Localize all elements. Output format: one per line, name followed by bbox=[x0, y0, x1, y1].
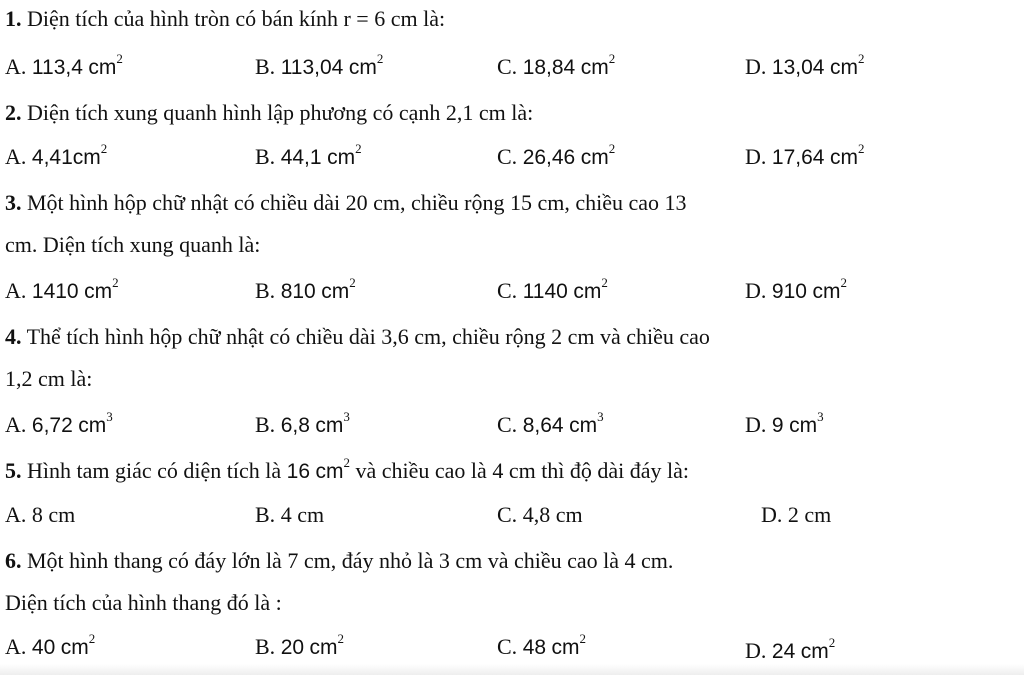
option-b[interactable]: B. 44,1 $cm^2$ bbox=[255, 140, 362, 169]
option-c[interactable]: C. 4,8 cm bbox=[497, 502, 583, 527]
question-text: cm. Diện tích xung quanh là: bbox=[5, 232, 261, 257]
option-a[interactable]: A. 8 cm bbox=[5, 502, 76, 527]
question-number: 5. bbox=[5, 458, 22, 483]
option-d[interactable]: D. 17,64 $cm^2$ bbox=[745, 140, 865, 169]
option-a[interactable]: A. 1410 $cm^2$ bbox=[5, 274, 119, 303]
option-b[interactable]: B. 6,8 $cm^3$ bbox=[255, 408, 350, 437]
question-1-text bbox=[5, 4, 1014, 34]
question-text: Thể tích hình hộp chữ nhật có chiều dài 3,6 cm, chiều rộng 2 cm và chiều cao bbox=[26, 324, 710, 349]
option-c[interactable]: C. 8,64 $cm^3$ bbox=[497, 408, 604, 437]
question-text: và chiều cao là 4 cm thì độ dài đáy là: bbox=[355, 458, 690, 483]
option-d[interactable]: D. 9 $cm^3$ bbox=[745, 408, 824, 437]
option-b[interactable]: B. 20 $cm^2$ bbox=[255, 630, 345, 659]
option-c[interactable]: C. 48 $cm^2$ bbox=[497, 630, 587, 659]
option-b[interactable]: B. 4 cm bbox=[255, 502, 325, 527]
question-text: Diện tích của hình tròn có bán kính r = 6 cm là: bbox=[27, 6, 446, 31]
area-unit: cm bbox=[315, 460, 344, 483]
option-d[interactable]: D. 24 $cm^2$ bbox=[745, 634, 836, 663]
option-b[interactable]: B. 113,04 $cm^2$ bbox=[255, 50, 384, 79]
option-a[interactable]: A. 113,4 $cm^2$ bbox=[5, 50, 123, 79]
option-d[interactable]: D. 910 $cm^2$ bbox=[745, 274, 847, 303]
question-text: Diện tích của hình thang đó là : bbox=[5, 590, 282, 615]
question-number: 1. bbox=[5, 6, 22, 31]
question-2-text bbox=[5, 98, 1014, 128]
option-a[interactable]: A. 6,72 $cm^3$ bbox=[5, 408, 113, 437]
question-text: Một hình thang có đáy lớn là 7 cm, đáy nhỏ là 3 cm và chiều cao là 4 cm. bbox=[27, 548, 674, 573]
question-5-text bbox=[5, 456, 1014, 487]
area-exponent: 2 bbox=[343, 454, 350, 470]
question-4-text bbox=[5, 322, 1014, 352]
question-3-text-cont bbox=[5, 230, 1014, 260]
option-d[interactable]: D. 2 cm bbox=[761, 502, 832, 527]
option-b[interactable]: B. 810 $cm^2$ bbox=[255, 274, 356, 303]
question-6-text-cont bbox=[5, 588, 1014, 618]
question-text: 1,2 cm là: bbox=[5, 366, 93, 391]
option-c[interactable]: C. 18,84 $cm^2$ bbox=[497, 50, 616, 79]
question-number: 4. bbox=[5, 324, 22, 349]
question-number: 6. bbox=[5, 548, 22, 573]
question-number: 2. bbox=[5, 100, 22, 125]
page-bottom-edge bbox=[0, 664, 1024, 675]
question-text: Một hình hộp chữ nhật có chiều dài 20 cm, chiều rộng 15 cm, chiều cao 13 bbox=[27, 190, 687, 215]
option-c[interactable]: C. 26,46 $cm^2$ bbox=[497, 140, 616, 169]
question-number: 3. bbox=[5, 190, 22, 215]
question-text: Diện tích xung quanh hình lập phương có cạnh 2,1 cm là: bbox=[27, 100, 534, 125]
question-text: Hình tam giác có diện tích là bbox=[27, 458, 282, 483]
option-a[interactable]: A. $4,41cm^2$ bbox=[5, 140, 108, 169]
question-6-text bbox=[5, 546, 1014, 576]
option-a[interactable]: A. 40 $cm^2$ bbox=[5, 630, 96, 659]
option-d[interactable]: D. 13,04 $cm^2$ bbox=[745, 50, 865, 79]
question-3-text bbox=[5, 188, 1014, 218]
question-4-text-cont bbox=[5, 364, 1014, 394]
option-c[interactable]: C. 1140 $cm^2$ bbox=[497, 274, 608, 303]
area-value: 16 bbox=[286, 460, 310, 483]
